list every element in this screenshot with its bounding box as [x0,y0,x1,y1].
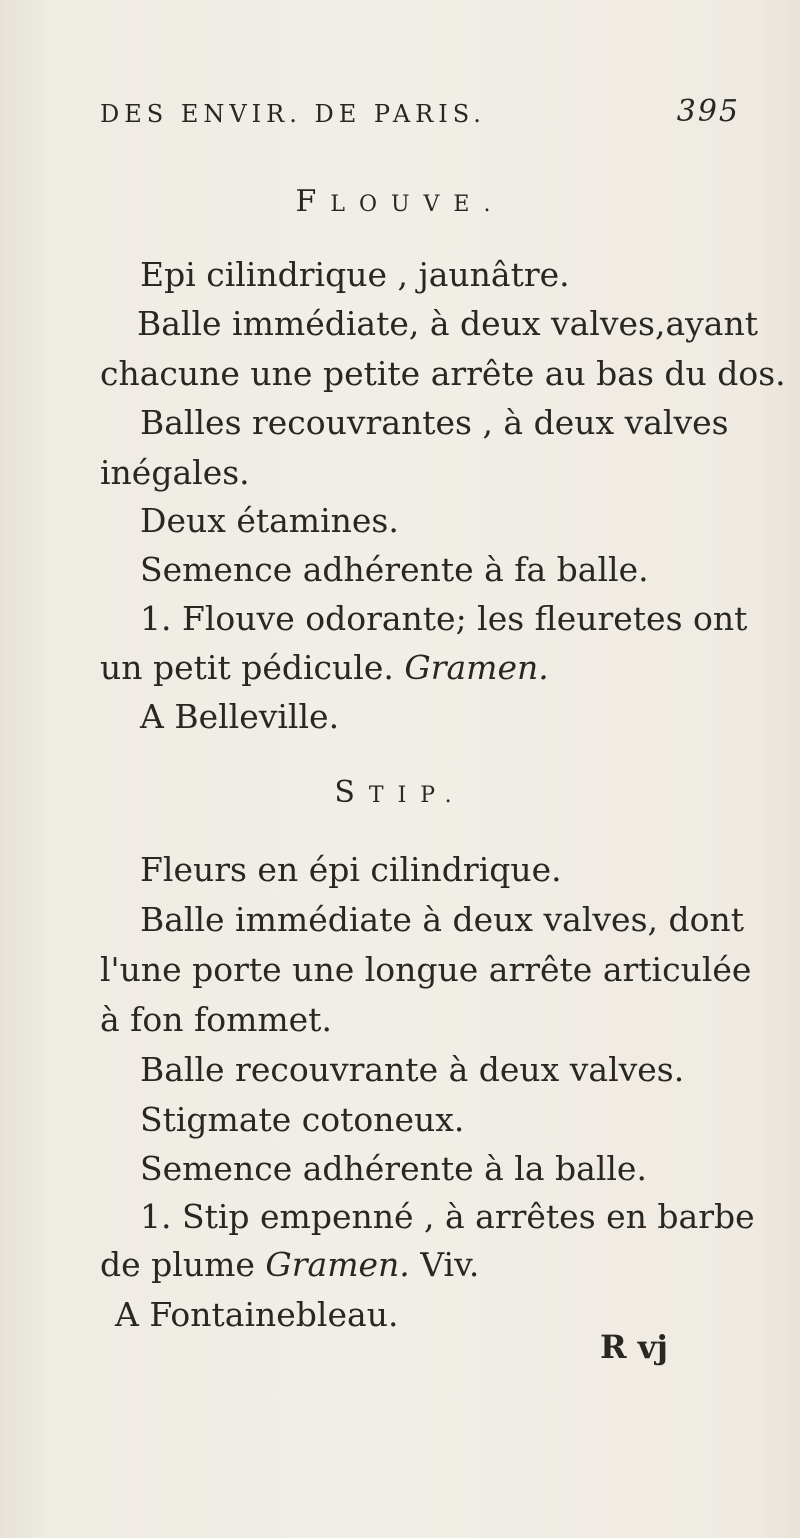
running-head [100,94,740,134]
text-line: A Belleville. [140,697,340,736]
text-line: inégales. [100,453,250,492]
text-line: l'une porte une longue arrête articulée [100,950,752,989]
text-line: Balles recouvrantes , à deux valves [140,403,729,442]
signature-mark: R vj [600,1328,668,1366]
text-line: 1. Stip empenné , à arrêtes en barbe [140,1197,755,1236]
text-line: à fon fommet. [100,1000,332,1039]
text-line: un petit pédicule. Gramen. [100,648,549,687]
latin-name: Gramen. [404,648,549,687]
text-line: Fleurs en épi cilindrique. [140,850,562,889]
text-line: Balle immédiate à deux valves, dont [140,900,744,939]
text-line: A Fontainebleau. [115,1295,399,1334]
text-line: Epi cilindrique , jaunâtre. [140,255,570,294]
text-line: Semence adhérente à la balle. [140,1149,647,1188]
text-line: Balle immédiate, à deux valves,ayant [137,304,758,343]
text-line: chacune une petite arrête au bas du dos. [100,354,786,393]
latin-name: Gramen. [265,1245,410,1284]
text-line: de plume Gramen. Viv. [100,1245,480,1284]
text-line: Deux étamines. [140,501,399,540]
running-head-title: DES ENVIR. DE PARIS. [100,100,486,128]
section-title-stip: STIP. [334,775,466,810]
section-title-flouve: FLOUVE. [295,184,505,219]
page-number: 395 [676,94,740,129]
text-line: 1. Flouve odorante; les fleuretes ont [140,599,748,638]
text-line: Semence adhérente à fa balle. [140,550,649,589]
text-line: Stigmate cotoneux. [140,1100,465,1139]
text-line: Balle recouvrante à deux valves. [140,1050,685,1089]
